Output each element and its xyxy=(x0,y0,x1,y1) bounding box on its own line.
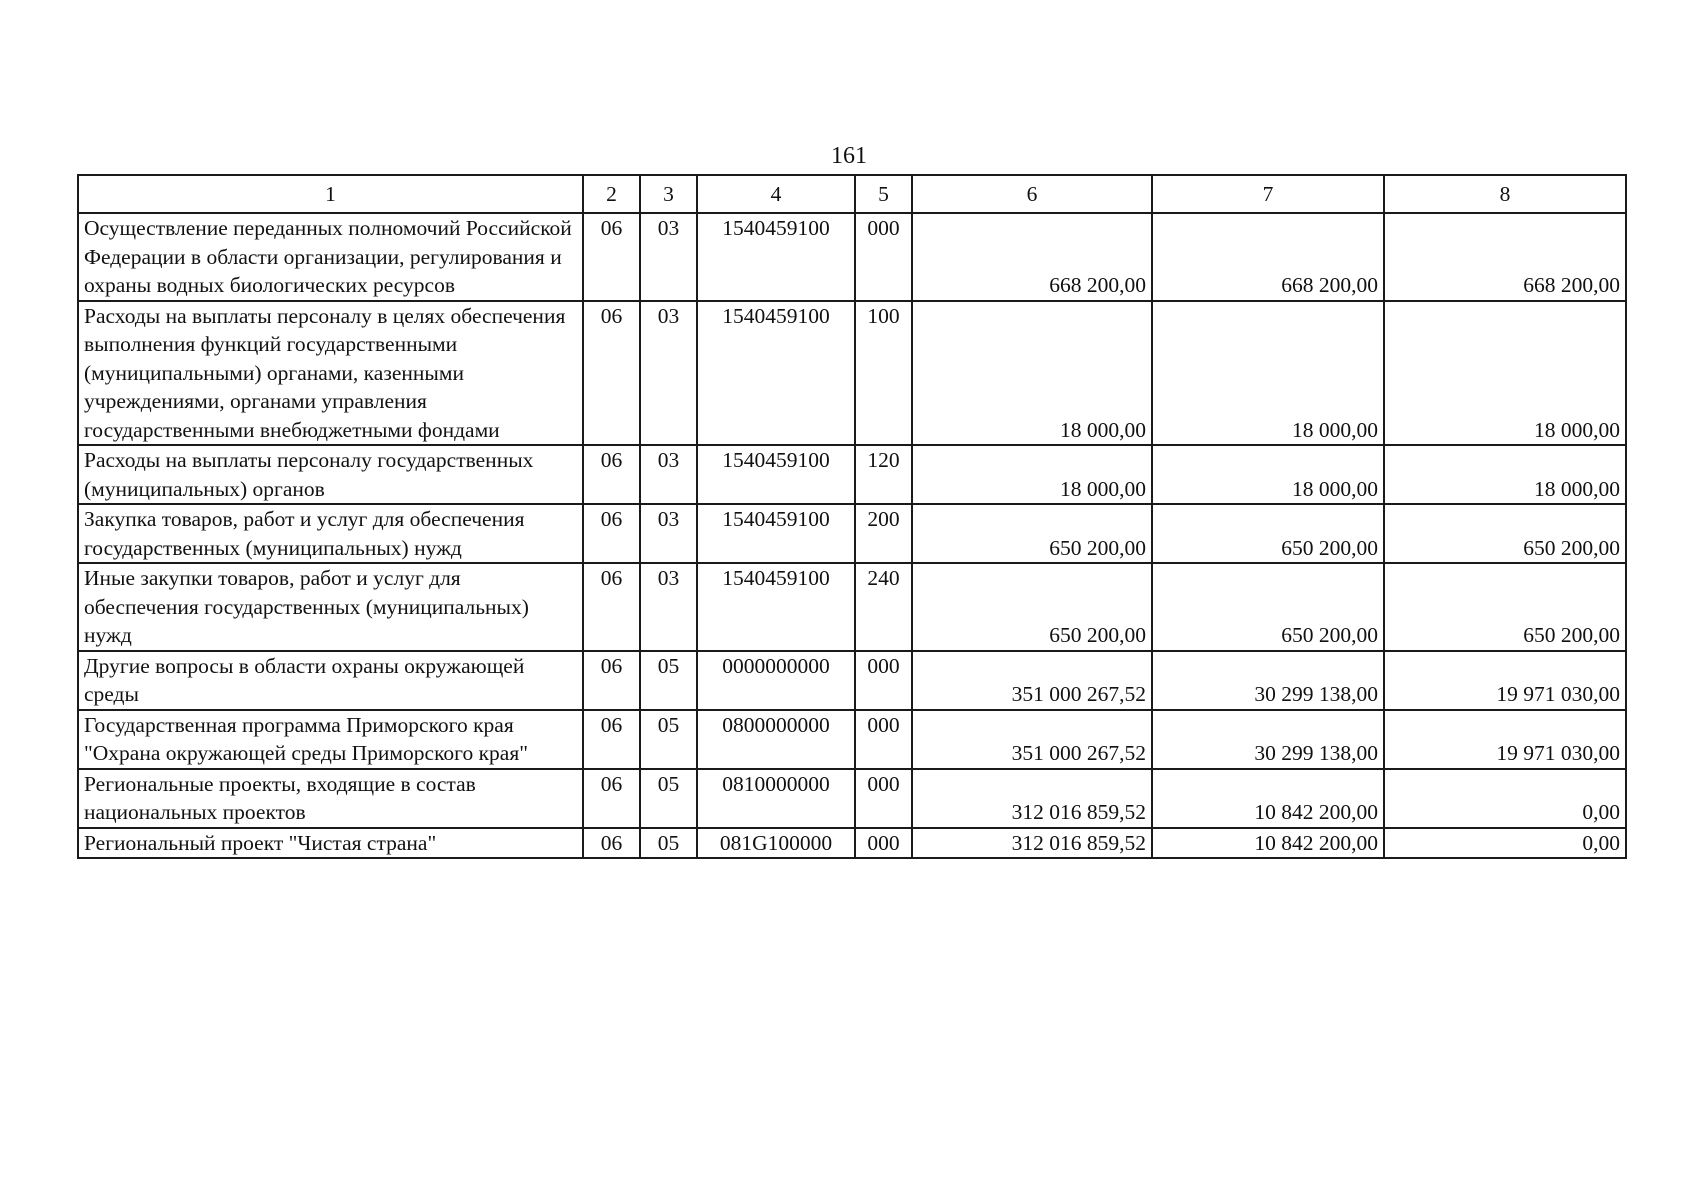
header-cell: 1 xyxy=(78,175,583,213)
row-name: Государственная программа Приморского края "Охрана окружающей среды Приморского края" xyxy=(78,710,583,769)
amount-col7: 650 200,00 xyxy=(1152,563,1384,651)
header-cell: 7 xyxy=(1152,175,1384,213)
header-cell: 8 xyxy=(1384,175,1626,213)
expense-type-code: 200 xyxy=(855,504,912,563)
table-row xyxy=(78,504,1626,563)
expense-type-code: 000 xyxy=(855,769,912,828)
amount-col7: 650 200,00 xyxy=(1152,504,1384,563)
table-row xyxy=(78,445,1626,504)
amount-col6: 650 200,00 xyxy=(912,563,1152,651)
amount-col7: 30 299 138,00 xyxy=(1152,710,1384,769)
amount-col6: 312 016 859,52 xyxy=(912,828,1152,859)
row-name: Расходы на выплаты персоналу государственных (муниципальных) органов xyxy=(78,445,583,504)
amount-col7: 18 000,00 xyxy=(1152,301,1384,446)
section-code: 06 xyxy=(583,445,640,504)
amount-col7: 10 842 200,00 xyxy=(1152,828,1384,859)
section-code: 06 xyxy=(583,504,640,563)
header-cell: 4 xyxy=(697,175,855,213)
section-code: 06 xyxy=(583,213,640,301)
expense-type-code: 000 xyxy=(855,213,912,301)
budget-table xyxy=(77,174,1627,859)
row-name: Расходы на выплаты персоналу в целях обеспечения выполнения функций государственными (муниципальными) органами, казенными учреждениями, органами управления государственными внебюджетными фондами xyxy=(78,301,583,446)
expense-type-code: 120 xyxy=(855,445,912,504)
expense-type-code: 000 xyxy=(855,828,912,859)
table-row xyxy=(78,563,1626,651)
header-cell: 2 xyxy=(583,175,640,213)
header-row xyxy=(78,175,1626,213)
amount-col8: 19 971 030,00 xyxy=(1384,710,1626,769)
row-name: Другие вопросы в области охраны окружающей среды xyxy=(78,651,583,710)
target-article-code: 0800000000 xyxy=(697,710,855,769)
subsection-code: 03 xyxy=(640,213,697,301)
amount-col8: 668 200,00 xyxy=(1384,213,1626,301)
target-article-code: 0810000000 xyxy=(697,769,855,828)
amount-col8: 18 000,00 xyxy=(1384,301,1626,446)
target-article-code: 1540459100 xyxy=(697,563,855,651)
section-code: 06 xyxy=(583,563,640,651)
section-code: 06 xyxy=(583,301,640,446)
subsection-code: 05 xyxy=(640,769,697,828)
amount-col7: 10 842 200,00 xyxy=(1152,769,1384,828)
header-cell: 3 xyxy=(640,175,697,213)
expense-type-code: 100 xyxy=(855,301,912,446)
section-code: 06 xyxy=(583,651,640,710)
header-cell: 5 xyxy=(855,175,912,213)
expense-type-code: 000 xyxy=(855,651,912,710)
amount-col6: 351 000 267,52 xyxy=(912,651,1152,710)
subsection-code: 03 xyxy=(640,504,697,563)
subsection-code: 05 xyxy=(640,651,697,710)
table-row xyxy=(78,710,1626,769)
row-name: Осуществление переданных полномочий Российской Федерации в области организации, регулирования и охраны водных биологических ресурсов xyxy=(78,213,583,301)
target-article-code: 1540459100 xyxy=(697,445,855,504)
amount-col6: 668 200,00 xyxy=(912,213,1152,301)
page-number: 161 xyxy=(831,143,867,169)
expense-type-code: 000 xyxy=(855,710,912,769)
amount-col8: 18 000,00 xyxy=(1384,445,1626,504)
amount-col6: 312 016 859,52 xyxy=(912,769,1152,828)
amount-col8: 650 200,00 xyxy=(1384,563,1626,651)
amount-col8: 0,00 xyxy=(1384,828,1626,859)
expense-type-code: 240 xyxy=(855,563,912,651)
amount-col8: 650 200,00 xyxy=(1384,504,1626,563)
amount-col6: 18 000,00 xyxy=(912,301,1152,446)
row-name: Иные закупки товаров, работ и услуг для обеспечения государственных (муниципальных) нужд xyxy=(78,563,583,651)
section-code: 06 xyxy=(583,710,640,769)
table-row xyxy=(78,828,1626,859)
header-cell: 6 xyxy=(912,175,1152,213)
table-row xyxy=(78,213,1626,301)
row-name: Закупка товаров, работ и услуг для обеспечения государственных (муниципальных) нужд xyxy=(78,504,583,563)
amount-col8: 0,00 xyxy=(1384,769,1626,828)
target-article-code: 1540459100 xyxy=(697,213,855,301)
amount-col6: 650 200,00 xyxy=(912,504,1152,563)
amount-col7: 18 000,00 xyxy=(1152,445,1384,504)
subsection-code: 05 xyxy=(640,710,697,769)
table-row xyxy=(78,301,1626,446)
table-row xyxy=(78,769,1626,828)
subsection-code: 03 xyxy=(640,301,697,446)
amount-col6: 18 000,00 xyxy=(912,445,1152,504)
amount-col8: 19 971 030,00 xyxy=(1384,651,1626,710)
amount-col6: 351 000 267,52 xyxy=(912,710,1152,769)
target-article-code: 1540459100 xyxy=(697,301,855,446)
row-name: Региональные проекты, входящие в состав национальных проектов xyxy=(78,769,583,828)
amount-col7: 30 299 138,00 xyxy=(1152,651,1384,710)
row-name: Региональный проект "Чистая страна" xyxy=(78,828,583,859)
section-code: 06 xyxy=(583,769,640,828)
target-article-code: 0000000000 xyxy=(697,651,855,710)
section-code: 06 xyxy=(583,828,640,859)
subsection-code: 03 xyxy=(640,563,697,651)
table-row xyxy=(78,651,1626,710)
target-article-code: 1540459100 xyxy=(697,504,855,563)
subsection-code: 05 xyxy=(640,828,697,859)
target-article-code: 081G100000 xyxy=(697,828,855,859)
subsection-code: 03 xyxy=(640,445,697,504)
amount-col7: 668 200,00 xyxy=(1152,213,1384,301)
